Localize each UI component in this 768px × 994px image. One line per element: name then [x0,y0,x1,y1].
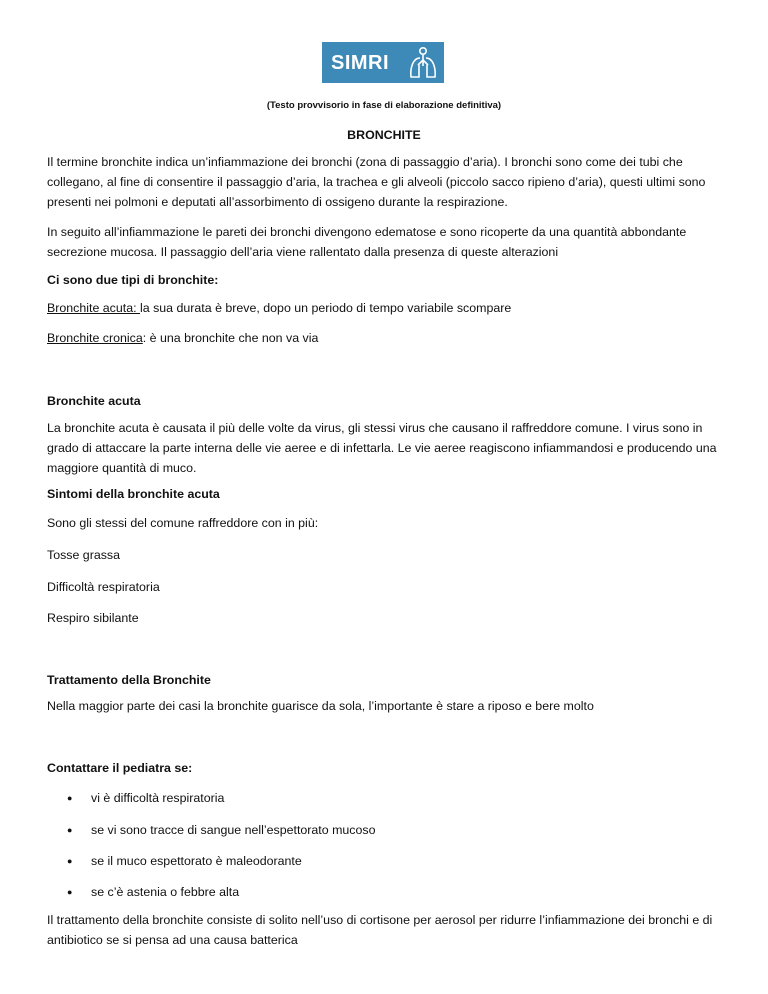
treatment-paragraph: Nella maggior parte dei casi la bronchite guarisce da sola, l’importante è stare a riposo e bere molto [47,699,594,713]
treatment-heading: Trattamento della Bronchite [47,673,211,687]
lungs-icon [408,46,438,80]
symptom-item: Difficoltà respiratoria [47,580,160,594]
acute-type-line [47,298,727,318]
bullet-icon: ● [67,887,73,897]
bullet-icon: ● [67,793,73,803]
provisional-note: (Testo provvisorio in fase di elaborazione definitiva) [266,100,502,111]
acute-type-term: Bronchite acuta: [47,301,140,315]
page-title: BRONCHITE [347,128,421,142]
bullet-icon: ● [67,856,73,866]
simri-logo [322,42,444,83]
acute-heading: Bronchite acuta [47,394,141,408]
contact-item: se c’è astenia o febbre alta [91,885,240,899]
acute-paragraph: La bronchite acuta è causata il più delle volte da virus, gli stessi virus che causano il raffreddore comune. I virus sono in grado di attaccare la parte interna delle vie aeree e di infettarla. Le vie aeree reagiscono infiammandosi e producendo una maggiore quantità di muco. [47,421,717,475]
chronic-type-term: Bronchite cronica [47,331,143,345]
chronic-type-line [47,328,727,348]
symptom-item: Tosse grassa [47,548,120,562]
intro-paragraph: Il termine bronchite indica un’infiammazione dei bronchi (zona di passaggio d’aria). I bronchi sono come dei tubi che collegano, al fine di consentire il passaggio d’aria, la trachea e gli alveoli (piccolo sacco ripieno d’aria), questi ultimi sono presenti nei polmoni e deputati all’assorbimento di ossigeno durante la respirazione. [47,155,706,209]
contact-item: se il muco espettorato è maleodorante [91,854,302,868]
inflammation-paragraph: In seguito all’infiammazione le pareti dei bronchi divengono edematose e sono ricoperte da una quantità abbondante secrezione mucosa. Il passaggio dell’aria viene rallentato dalla presenza di queste alterazioni [47,225,687,259]
chronic-type-text: : è una bronchite che non va via [142,331,319,345]
symptoms-intro: Sono gli stessi del comune raffreddore con in più: [47,516,319,530]
bullet-icon: ● [67,825,73,835]
contact-item: vi è difficoltà respiratoria [91,791,225,805]
contact-item: se vi sono tracce di sangue nell’espettorato mucoso [91,823,376,837]
closing-paragraph: Il trattamento della bronchite consiste di solito nell’uso di cortisone per aerosol per ridurre l’infiammazione dei bronchi e di antibiotico se si pensa ad una causa batterica [47,913,713,947]
acute-type-text: la sua durata è breve, dopo un periodo di tempo variabile scompare [139,301,512,315]
symptoms-heading: Sintomi della bronchite acuta [47,487,220,501]
contact-heading: Contattare il pediatra se: [47,761,193,775]
types-heading: Ci sono due tipi di bronchite: [47,273,219,287]
logo-text: SIMRI [331,51,390,74]
symptom-item: Respiro sibilante [47,611,139,625]
